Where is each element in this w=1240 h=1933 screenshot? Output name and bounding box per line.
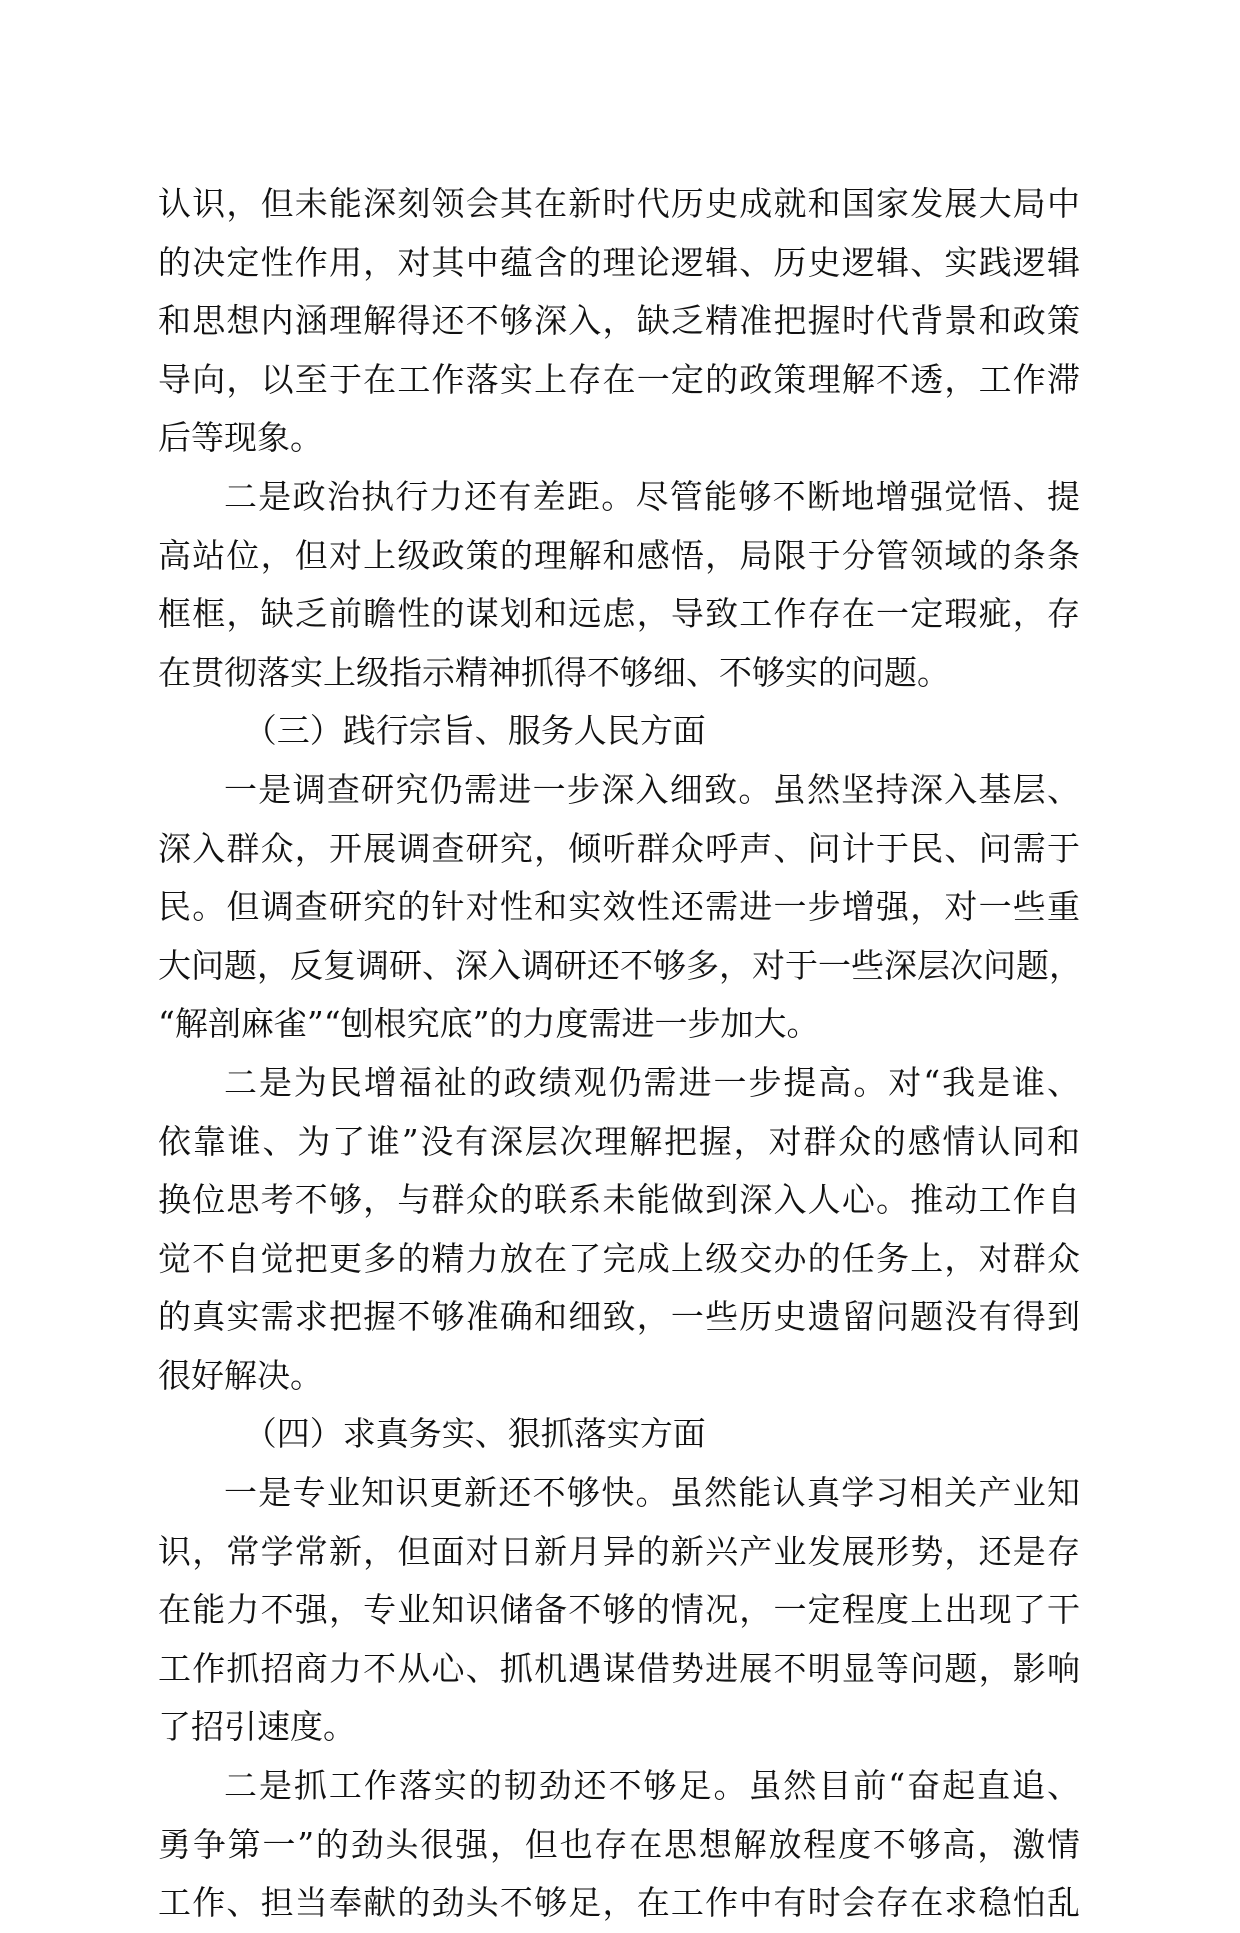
paragraph-political-understanding-cont (158, 175, 1080, 468)
text-line: 大问题，反复调研、深入调研还不够多，对于一些深层次问题， (158, 945, 1082, 985)
text-line: 的真实需求把握不够准确和细致，一些历史遗留问题没有得到 (158, 1297, 1080, 1337)
paragraph-welfare (158, 1054, 1080, 1406)
text-line: 很好解决。 (158, 1355, 323, 1395)
text-line: 在贯彻落实上级指示精神抓得不够细、不够实的问题。 (158, 652, 950, 692)
text-line: 工作抓招商力不从心、抓机遇谋借势进展不明显等问题，影响 (158, 1648, 1080, 1688)
text-line: 勇争第一”的劲头很强，但也存在思想解放程度不够高，激情 (158, 1824, 1080, 1864)
paragraph-research (158, 761, 1080, 1054)
text-line: 和思想内涵理解得还不够深入，缺乏精准把握时代背景和政策 (158, 301, 1080, 341)
text-line: 二是为民增福祉的政绩观仍需进一步提高。对“我是谁、 (224, 1062, 1080, 1102)
text-line: 民。但调查研究的针对性和实效性还需进一步增强，对一些重 (158, 887, 1080, 927)
heading-line: （四）求真务实、狠抓落实方面 (243, 1414, 706, 1454)
text-line: 的决定性作用，对其中蕴含的理论逻辑、历史逻辑、实践逻辑 (158, 242, 1080, 282)
section-heading-4 (158, 1405, 1080, 1464)
text-line: 认识，但未能深刻领会其在新时代历史成就和国家发展大局中 (158, 184, 1080, 223)
text-line: 框框，缺乏前瞻性的谋划和远虑，导致工作存在一定瑕疵，存 (158, 594, 1080, 634)
heading-line: （三）践行宗旨、服务人民方面 (243, 711, 706, 751)
section-heading-3 (158, 702, 1080, 761)
text-line: 后等现象。 (158, 418, 323, 458)
text-line: 工作、担当奉献的劲头不够足，在工作中有时会存在求稳怕乱 (158, 1883, 1080, 1923)
text-line: 二是抓工作落实的韧劲还不够足。虽然目前“奋起直追、 (224, 1766, 1080, 1806)
document-page (158, 175, 1080, 1933)
text-line: “解剖麻雀”“刨根究底”的力度需进一步加大。 (158, 1004, 820, 1044)
text-line: 觉不自觉把更多的精力放在了完成上级交办的任务上，对群众 (158, 1238, 1080, 1278)
text-line: 识，常学常新，但面对日新月异的新兴产业发展形势，还是存 (158, 1531, 1080, 1571)
paragraph-professional-knowledge (158, 1464, 1080, 1757)
text-line: 一是调查研究仍需进一步深入细致。虽然坚持深入基层、 (224, 769, 1080, 809)
text-line: 深入群众，开展调查研究，倾听群众呼声、问计于民、问需于 (158, 828, 1080, 868)
text-line: 在能力不强，专业知识储备不够的情况，一定程度上出现了干 (158, 1590, 1080, 1630)
text-line: 导向，以至于在工作落实上存在一定的政策理解不透，工作滞 (158, 359, 1080, 399)
text-line: 二是政治执行力还有差距。尽管能够不断地增强觉悟、提 (224, 476, 1080, 516)
text-line: 了招引速度。 (158, 1707, 356, 1747)
text-line: 依靠谁、为了谁”没有深层次理解把握，对群众的感情认同和 (158, 1121, 1080, 1161)
paragraph-political-execution (158, 468, 1080, 702)
text-line: 换位思考不够，与群众的联系未能做到深入人心。推动工作自 (158, 1180, 1080, 1220)
text-line: 一是专业知识更新还不够快。虽然能认真学习相关产业知 (224, 1473, 1080, 1513)
text-line: 高站位，但对上级政策的理解和感悟，局限于分管领域的条条 (158, 535, 1080, 575)
paragraph-work-tenacity (158, 1757, 1080, 1933)
